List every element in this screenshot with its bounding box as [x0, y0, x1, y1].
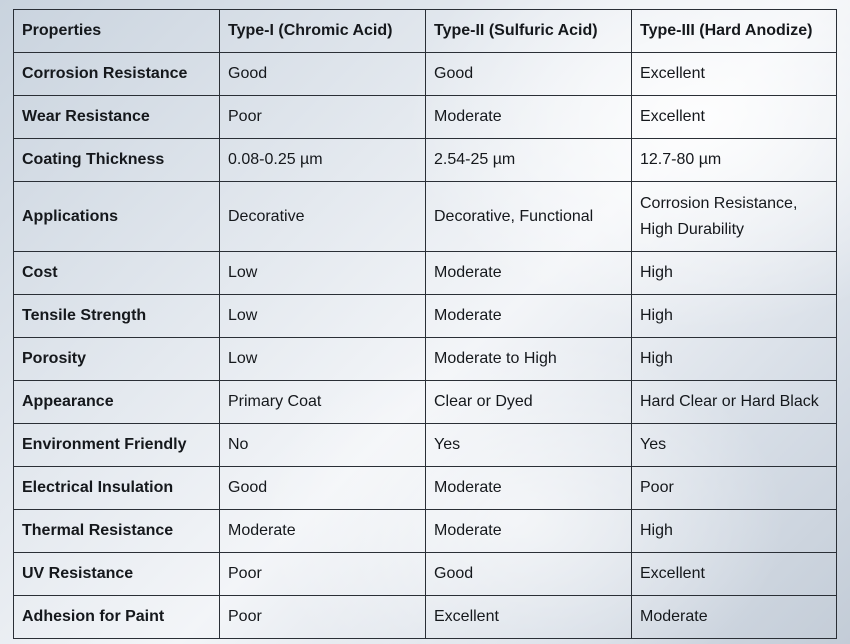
row-label: Wear Resistance [14, 96, 220, 139]
cell-type-2: Yes [426, 424, 632, 467]
row-label: Coating Thickness [14, 139, 220, 182]
cell-type-1: Poor [220, 96, 426, 139]
row-label: Environment Friendly [14, 424, 220, 467]
cell-type-3: Excellent [632, 53, 837, 96]
comparison-table [13, 9, 837, 639]
header-type-1: Type-I (Chromic Acid) [220, 10, 426, 53]
table-row [14, 252, 837, 295]
cell-type-2: Moderate [426, 510, 632, 553]
cell-type-3: High [632, 252, 837, 295]
table-row [14, 295, 837, 338]
table-row [14, 381, 837, 424]
cell-type-2: Moderate [426, 295, 632, 338]
cell-type-1: Low [220, 338, 426, 381]
cell-type-2: Moderate to High [426, 338, 632, 381]
table-row [14, 53, 837, 96]
cell-type-1: No [220, 424, 426, 467]
row-label: Cost [14, 252, 220, 295]
cell-type-1: Low [220, 252, 426, 295]
cell-type-2: Clear or Dyed [426, 381, 632, 424]
cell-type-3: Moderate [632, 596, 837, 639]
header-type-2: Type-II (Sulfuric Acid) [426, 10, 632, 53]
cell-type-3: Corrosion Resistance, High Durability [632, 182, 837, 252]
cell-type-3: 12.7-80 µm [632, 139, 837, 182]
cell-type-1: Poor [220, 596, 426, 639]
table-row [14, 596, 837, 639]
cell-type-3: High [632, 295, 837, 338]
cell-type-3: Excellent [632, 96, 837, 139]
row-label: Appearance [14, 381, 220, 424]
cell-type-1: Good [220, 467, 426, 510]
cell-type-1: Moderate [220, 510, 426, 553]
table-row [14, 96, 837, 139]
cell-type-1: 0.08-0.25 µm [220, 139, 426, 182]
cell-type-2: Excellent [426, 596, 632, 639]
cell-type-1: Primary Coat [220, 381, 426, 424]
cell-type-1: Low [220, 295, 426, 338]
table-row [14, 467, 837, 510]
cell-type-2: Moderate [426, 467, 632, 510]
table-row [14, 510, 837, 553]
row-label: Porosity [14, 338, 220, 381]
cell-type-1: Poor [220, 553, 426, 596]
row-label: Electrical Insulation [14, 467, 220, 510]
row-label: Applications [14, 182, 220, 252]
cell-type-3: High [632, 510, 837, 553]
cell-type-3: High [632, 338, 837, 381]
cell-type-2: Good [426, 53, 632, 96]
table-row [14, 553, 837, 596]
cell-type-2: Decorative, Functional [426, 182, 632, 252]
table-row [14, 139, 837, 182]
cell-type-3: Excellent [632, 553, 837, 596]
cell-type-3: Poor [632, 467, 837, 510]
table-row [14, 424, 837, 467]
header-properties: Properties [14, 10, 220, 53]
cell-type-1: Decorative [220, 182, 426, 252]
cell-type-2: Moderate [426, 96, 632, 139]
cell-type-2: Good [426, 553, 632, 596]
cell-type-3: Hard Clear or Hard Black [632, 381, 837, 424]
row-label: Tensile Strength [14, 295, 220, 338]
row-label: Thermal Resistance [14, 510, 220, 553]
cell-type-2: Moderate [426, 252, 632, 295]
header-type-3: Type-III (Hard Anodize) [632, 10, 837, 53]
table-row [14, 338, 837, 381]
cell-type-3: Yes [632, 424, 837, 467]
row-label: Corrosion Resistance [14, 53, 220, 96]
table-row [14, 182, 837, 252]
row-label: UV Resistance [14, 553, 220, 596]
table-header-row [14, 10, 837, 53]
row-label: Adhesion for Paint [14, 596, 220, 639]
cell-type-1: Good [220, 53, 426, 96]
cell-type-2: 2.54-25 µm [426, 139, 632, 182]
